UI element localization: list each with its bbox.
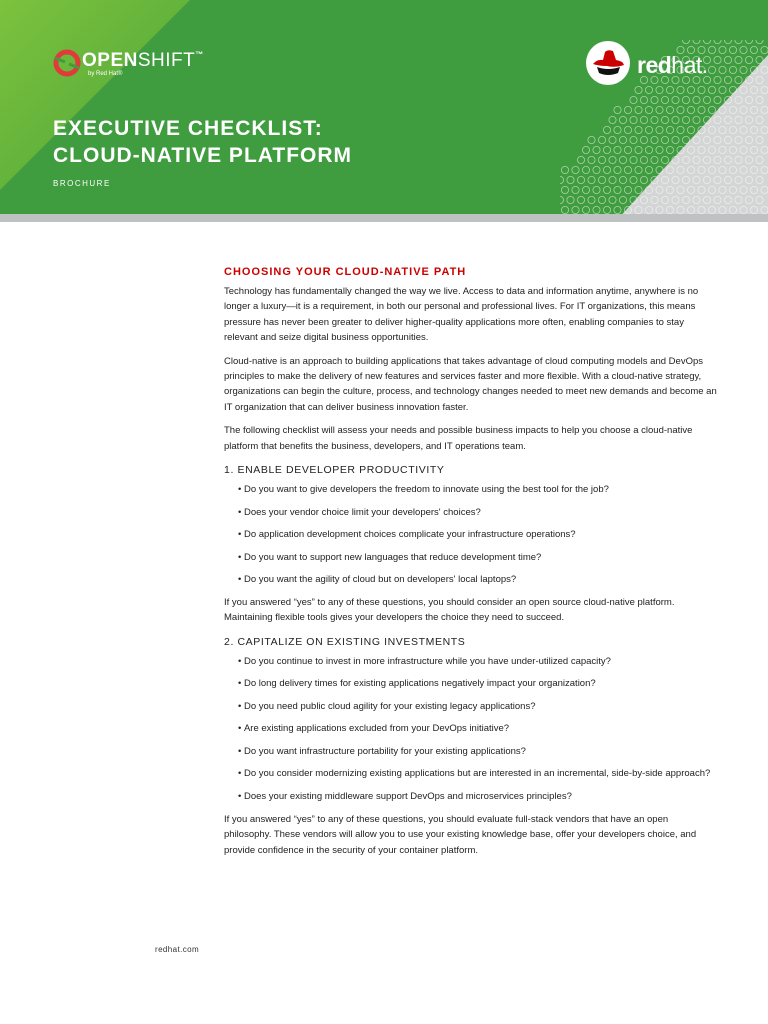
decorative-dot: [693, 196, 700, 203]
decorative-dot: [640, 176, 647, 183]
decorative-dot: [708, 126, 715, 133]
decorative-dot: [687, 146, 694, 153]
decorative-dot: [661, 96, 668, 103]
decorative-dot: [640, 116, 647, 123]
checklist-2: [224, 654, 718, 804]
decorative-dot: [560, 176, 564, 183]
decorative-dot: [729, 206, 736, 213]
decorative-dot: [577, 196, 584, 203]
decorative-dot: [677, 146, 684, 153]
decorative-dot: [677, 186, 684, 193]
intro-paragraph-1: Technology has fundamentally changed the way we live. Access to data and information anytime, anywhere is no longer a luxury—it is a requirement, in both our personal and professional lives. For IT organizations, this means pressure has never been greater to deliver higher-quality applications more often, enabling companies to stay relevant and seize digital business opportunities.: [224, 286, 699, 344]
decorative-dot: [561, 166, 568, 173]
decorative-dot: [645, 206, 652, 213]
decorative-dot: [588, 156, 595, 163]
decorative-dot: [672, 176, 679, 183]
decorative-dot: [708, 106, 715, 113]
decorative-dot: [635, 106, 642, 113]
decorative-dot: [624, 206, 631, 213]
decorative-dot: [708, 166, 715, 173]
list-item: • Do you want the agility of cloud but on developers' local laptops?: [238, 572, 718, 587]
decorative-dot: [745, 116, 752, 123]
list-item: • Do you continue to invest in more infrastructure while you have under-utilized capacity?: [238, 654, 718, 669]
decorative-dot: [693, 176, 700, 183]
decorative-dot: [582, 146, 589, 153]
decorative-dot: [603, 206, 610, 213]
decorative-dot: [603, 146, 610, 153]
decorative-dot: [756, 176, 763, 183]
decorative-dot: [703, 116, 710, 123]
decorative-dot: [588, 176, 595, 183]
decorative-dot: [619, 156, 626, 163]
decorative-dot: [756, 116, 763, 123]
decorative-dot: [561, 186, 568, 193]
decorative-dot: [677, 106, 684, 113]
list-item: • Do you want to support new languages that reduce development time?: [238, 550, 718, 565]
decorative-dot: [661, 136, 668, 143]
decorative-dot: [750, 46, 757, 53]
decorative-dot: [729, 146, 736, 153]
decorative-dot: [640, 136, 647, 143]
decorative-dot: [630, 156, 637, 163]
decorative-dot: [614, 126, 621, 133]
decorative-dot: [719, 146, 726, 153]
decorative-dot: [666, 146, 673, 153]
decorative-dot: [687, 186, 694, 193]
decorative-dot: [593, 206, 600, 213]
decorative-dot: [666, 186, 673, 193]
decorative-dot: [729, 166, 736, 173]
decorative-dot: [682, 156, 689, 163]
decorative-dot: [588, 136, 595, 143]
decorative-dot: [698, 206, 705, 213]
decorative-dot: [708, 206, 715, 213]
list-item: • Does your existing middleware support DevOps and microservices principles?: [238, 789, 718, 804]
decorative-dot: [750, 66, 757, 73]
decorative-dot: [719, 166, 726, 173]
decorative-dot: [582, 206, 589, 213]
decorative-dot: [630, 176, 637, 183]
decorative-dot: [735, 116, 742, 123]
decorative-dot: [645, 106, 652, 113]
decorative-dot: [740, 106, 747, 113]
decorative-dot: [719, 106, 726, 113]
decorative-dot: [624, 166, 631, 173]
decorative-dot: [745, 176, 752, 183]
decorative-dot: [598, 136, 605, 143]
decorative-dot: [624, 106, 631, 113]
checklist-heading-2: 2. CAPITALIZE ON EXISTING INVESTMENTS: [224, 635, 466, 648]
decorative-dot: [614, 206, 621, 213]
decorative-dot: [561, 206, 568, 213]
decorative-dot: [672, 96, 679, 103]
list-item: • Do you want to give developers the freedom to innovate using the best tool for the job?: [238, 482, 718, 497]
decorative-dot: [582, 186, 589, 193]
decorative-dot: [651, 96, 658, 103]
decorative-dot: [682, 176, 689, 183]
list-item: • Do you consider modernizing existing applications but are interested in an incremental, side-by-side approach?: [238, 766, 718, 781]
decorative-dot: [735, 196, 742, 203]
decorative-dot: [645, 166, 652, 173]
decorative-dot: [750, 126, 757, 133]
decorative-dot: [630, 136, 637, 143]
decorative-dot: [635, 206, 642, 213]
title-line-2: CLOUD-NATIVE PLATFORM: [53, 144, 353, 167]
checklist-1-conclusion: If you answered “yes” to any of these questions, you should consider an open source cloud-native platform. Maintaining flexible tools gives your developers the choice they need to succeed.: [224, 597, 675, 624]
decorative-dot: [635, 146, 642, 153]
title-line-1: EXECUTIVE CHECKLIST:: [53, 117, 323, 140]
decorative-dot: [614, 106, 621, 113]
decorative-dot: [598, 196, 605, 203]
decorative-dot: [645, 146, 652, 153]
decorative-dot: [651, 196, 658, 203]
decorative-dot: [719, 126, 726, 133]
decorative-dot: [651, 136, 658, 143]
decorative-dot: [614, 186, 621, 193]
decorative-dot: [661, 156, 668, 163]
decorative-dot: [619, 116, 626, 123]
decorative-dot: [672, 156, 679, 163]
decorative-dot: [630, 116, 637, 123]
decorative-dot: [598, 156, 605, 163]
redhat-shadowman-icon: [585, 40, 631, 86]
decorative-dot: [619, 136, 626, 143]
decorative-dot: [656, 146, 663, 153]
decorative-dot: [750, 206, 757, 213]
decorative-dot: [761, 126, 768, 133]
list-item: • Does your vendor choice limit your developers' choices?: [238, 505, 718, 520]
decorative-dot: [735, 176, 742, 183]
decorative-dot: [593, 166, 600, 173]
decorative-dot: [693, 136, 700, 143]
decorative-dot: [666, 106, 673, 113]
decorative-dot: [682, 196, 689, 203]
decorative-dot: [687, 206, 694, 213]
decorative-dot: [703, 196, 710, 203]
decorative-dot: [750, 186, 757, 193]
decorative-dot: [624, 146, 631, 153]
banner-light-green-wedge: [0, 0, 200, 222]
decorative-dot: [756, 56, 763, 63]
section-heading: CHOOSING YOUR CLOUD-NATIVE PATH: [224, 266, 467, 278]
decorative-dot: [619, 176, 626, 183]
decorative-dot: [603, 126, 610, 133]
decorative-dot: [698, 126, 705, 133]
decorative-dot: [698, 166, 705, 173]
decorative-dot: [724, 176, 731, 183]
decorative-dot: [656, 186, 663, 193]
openshift-wordmark: OPENSHIFT™: [82, 50, 204, 71]
decorative-dot: [651, 156, 658, 163]
decorative-dot: [572, 186, 579, 193]
decorative-dot: [703, 136, 710, 143]
decorative-dot: [740, 186, 747, 193]
decorative-dot: [598, 176, 605, 183]
checklist-2-conclusion: If you answered “yes” to any of these questions, you should evaluate full-stack vendors that have an open philosophy. These vendors will allow you to use your existing knowledge base, offer your developers choice, and provide confidence in the security of your container platform.: [224, 813, 697, 856]
decorative-dot: [714, 156, 721, 163]
decorative-dot: [677, 206, 684, 213]
decorative-dot: [756, 40, 763, 44]
decorative-dot: [761, 206, 768, 213]
decorative-dot: [735, 56, 742, 63]
list-item: • Do you need public cloud agility for your existing legacy applications?: [238, 699, 718, 714]
decorative-dot: [687, 166, 694, 173]
decorative-dot: [609, 196, 616, 203]
decorative-dot: [609, 116, 616, 123]
decorative-dot: [750, 86, 757, 93]
decorative-dot: [761, 86, 768, 93]
intro-paragraph-2: Cloud-native is an approach to building applications that takes advantage of cloud computing models and DevOps principles to make the delivery of new features and services faster and more flexible. With a cloud-native strategy, organizations can begin the culture, process, and technology changes needed to meet new demands and become an IT organization that can deliver business innovation faster.: [224, 355, 717, 413]
decorative-dot: [745, 96, 752, 103]
decorative-dot: [698, 146, 705, 153]
decorative-dot: [672, 136, 679, 143]
decorative-dot: [645, 186, 652, 193]
decorative-dot: [593, 186, 600, 193]
decorative-dot: [682, 136, 689, 143]
list-item: • Are existing applications excluded from your DevOps initiative?: [238, 721, 718, 736]
decorative-dot: [756, 76, 763, 83]
decorative-dot: [603, 186, 610, 193]
decorative-dot: [582, 166, 589, 173]
decorative-dot: [567, 176, 574, 183]
decorative-dot: [740, 86, 747, 93]
decorative-dot: [745, 156, 752, 163]
decorative-dot: [661, 196, 668, 203]
decorative-dot: [624, 126, 631, 133]
main-content: [224, 266, 718, 866]
decorative-dot: [614, 166, 621, 173]
footer-url: redhat.com: [155, 945, 200, 954]
decorative-dot: [745, 196, 752, 203]
decorative-dot: [614, 146, 621, 153]
checklist-heading-1: 1. ENABLE DEVELOPER PRODUCTIVITY: [224, 464, 445, 477]
decorative-dot: [687, 106, 694, 113]
decorative-dot: [682, 96, 689, 103]
openshift-ring-icon: [52, 48, 82, 78]
decorative-dot: [640, 196, 647, 203]
decorative-dot: [609, 176, 616, 183]
decorative-dot: [651, 116, 658, 123]
decorative-dot: [761, 46, 768, 53]
decorative-dot: [761, 106, 768, 113]
decorative-dot: [572, 206, 579, 213]
decorative-dot: [677, 166, 684, 173]
decorative-dot: [750, 166, 757, 173]
decorative-dot: [708, 146, 715, 153]
decorative-dot: [761, 166, 768, 173]
decorative-dot: [656, 166, 663, 173]
decorative-dot: [761, 146, 768, 153]
decorative-dot: [735, 76, 742, 83]
decorative-dot: [703, 176, 710, 183]
decorative-dot: [666, 166, 673, 173]
decorative-dot: [761, 186, 768, 193]
decorative-dot: [693, 156, 700, 163]
decorative-dot: [708, 186, 715, 193]
decorative-dot: [630, 96, 637, 103]
decorative-dot: [624, 186, 631, 193]
decorative-dot: [672, 116, 679, 123]
decorative-dot: [656, 206, 663, 213]
decorative-dot: [703, 156, 710, 163]
decorative-dot: [640, 96, 647, 103]
decorative-dot: [619, 196, 626, 203]
doc-type-label: BROCHURE: [53, 179, 111, 188]
decorative-dot: [740, 46, 747, 53]
decorative-dot: [750, 146, 757, 153]
decorative-dot: [756, 196, 763, 203]
decorative-dot: [645, 126, 652, 133]
decorative-dot: [640, 156, 647, 163]
decorative-dot: [593, 146, 600, 153]
decorative-dot: [572, 166, 579, 173]
decorative-dot: [577, 156, 584, 163]
decorative-dot: [729, 126, 736, 133]
decorative-dot: [756, 136, 763, 143]
header-banner: [0, 0, 768, 222]
decorative-dot: [740, 146, 747, 153]
decorative-dot: [714, 196, 721, 203]
decorative-dot: [656, 126, 663, 133]
decorative-dot: [603, 166, 610, 173]
decorative-dot: [735, 96, 742, 103]
decorative-dot: [698, 186, 705, 193]
decorative-dot: [745, 76, 752, 83]
decorative-dot: [630, 196, 637, 203]
decorative-dot: [687, 126, 694, 133]
decorative-dot: [735, 40, 742, 44]
decorative-dot: [750, 106, 757, 113]
decorative-dot: [745, 136, 752, 143]
decorative-dot: [761, 66, 768, 73]
decorative-dot: [635, 126, 642, 133]
intro-paragraph-3: The following checklist will assess your needs and possible business impacts to help you choose a cloud-native platform that benefits the business, developers, and IT operations team.: [224, 425, 693, 452]
decorative-dot: [719, 206, 726, 213]
decorative-dot: [677, 126, 684, 133]
decorative-dot: [729, 186, 736, 193]
decorative-dot: [682, 116, 689, 123]
decorative-dot: [651, 176, 658, 183]
decorative-dot: [735, 136, 742, 143]
decorative-dot: [698, 106, 705, 113]
decorative-dot: [729, 106, 736, 113]
decorative-dot: [693, 116, 700, 123]
decorative-dot: [740, 166, 747, 173]
decorative-dot: [724, 196, 731, 203]
decorative-dot: [724, 136, 731, 143]
decorative-dot: [635, 186, 642, 193]
decorative-dot: [756, 96, 763, 103]
redhat-logo: [585, 40, 735, 90]
decorative-dot: [703, 96, 710, 103]
decorative-dot: [609, 136, 616, 143]
decorative-dot: [577, 176, 584, 183]
openshift-logo: [52, 46, 222, 86]
decorative-dot: [714, 136, 721, 143]
openshift-byline: by Red Hat®: [88, 71, 123, 77]
decorative-dot: [567, 196, 574, 203]
decorative-dot: [635, 166, 642, 173]
decorative-dot: [560, 196, 564, 203]
decorative-dot: [656, 106, 663, 113]
decorative-dot: [609, 156, 616, 163]
list-item: • Do you want infrastructure portability for your existing applications?: [238, 744, 718, 759]
decorative-dot: [672, 196, 679, 203]
decorative-dot: [740, 66, 747, 73]
list-item: • Do long delivery times for existing applications negatively impact your organization?: [238, 676, 718, 691]
decorative-dot: [740, 126, 747, 133]
decorative-dot: [724, 96, 731, 103]
decorative-dot: [714, 96, 721, 103]
decorative-dot: [735, 156, 742, 163]
decorative-dot: [714, 116, 721, 123]
decorative-dot: [666, 126, 673, 133]
decorative-dot: [745, 40, 752, 44]
list-item: • Do application development choices complicate your infrastructure operations?: [238, 527, 718, 542]
decorative-dot: [714, 176, 721, 183]
decorative-dot: [666, 206, 673, 213]
decorative-dot: [745, 56, 752, 63]
decorative-dot: [661, 176, 668, 183]
decorative-dot: [740, 206, 747, 213]
checklist-1: [224, 482, 718, 587]
decorative-dot: [588, 196, 595, 203]
decorative-dot: [719, 186, 726, 193]
decorative-dot: [661, 116, 668, 123]
page-title: [53, 115, 352, 169]
decorative-dot: [724, 156, 731, 163]
decorative-dot: [724, 116, 731, 123]
decorative-dot: [756, 156, 763, 163]
redhat-wordmark: redhat.: [637, 52, 708, 78]
decorative-dot: [693, 96, 700, 103]
